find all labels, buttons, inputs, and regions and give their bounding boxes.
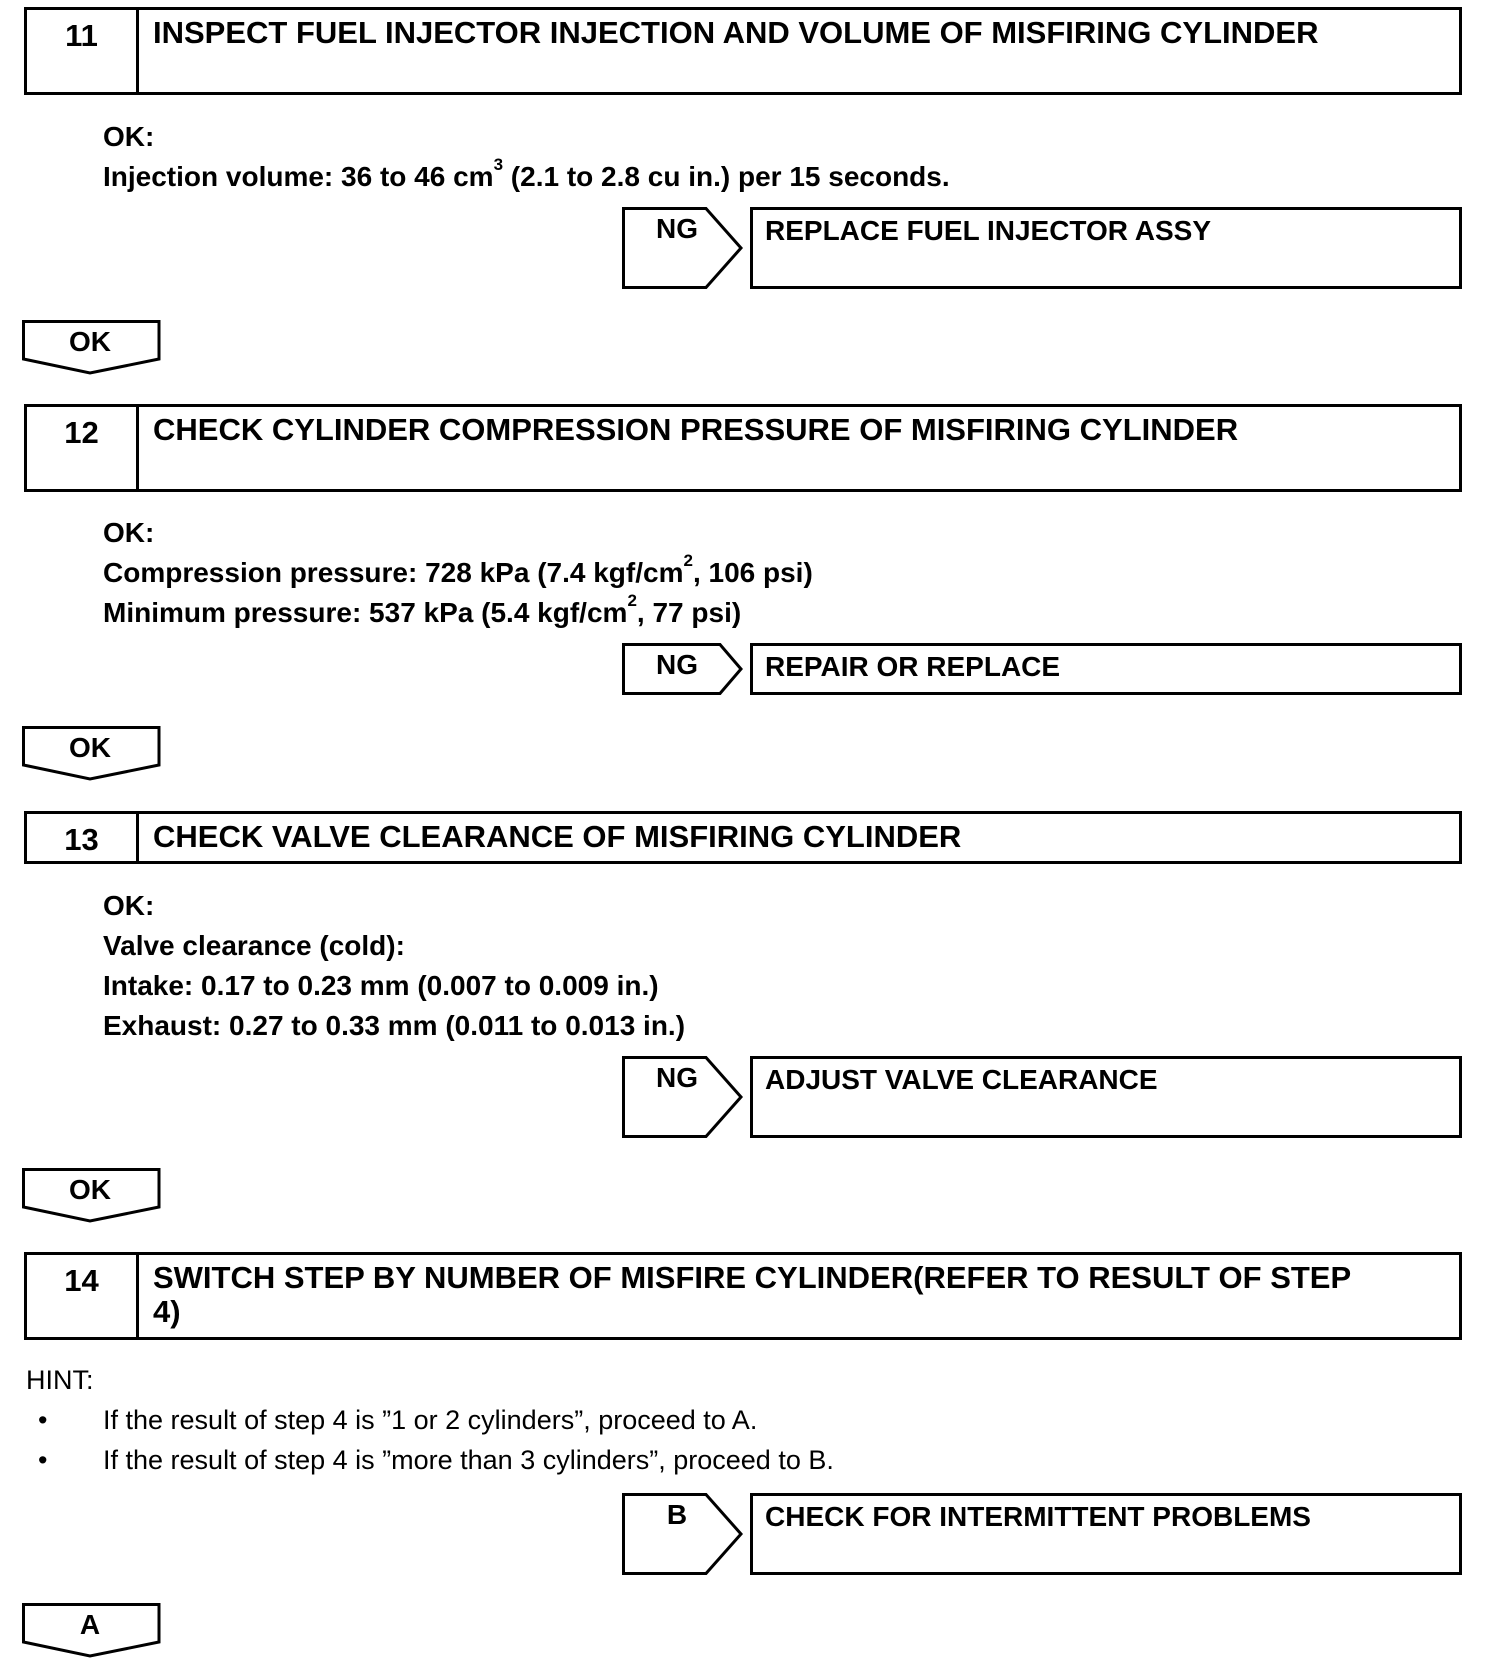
step-12-number: 12	[27, 407, 139, 489]
step-11-ok-continue	[22, 320, 162, 376]
step-11-ng-result-box	[750, 207, 1462, 289]
bullet-icon: •	[38, 1445, 48, 1475]
step-13-number: 13	[27, 814, 139, 861]
step-12-ok-continue	[22, 726, 162, 782]
step-12-ok-label: OK	[69, 732, 111, 763]
step-14-b-label: B	[666, 1499, 688, 1530]
step-11-spec-injection-volume: Injection volume: 36 to 46 $cm^3$ (2.1 to 2.8 cu in.) per 15 seconds.	[103, 155, 950, 192]
step-11-title: INSPECT FUEL INJECTOR INJECTION AND VOLUME OF MISFIRING CYLINDER	[153, 15, 1319, 50]
step-11-ng-label: NG	[656, 213, 698, 244]
step-11-ng-result-text: REPLACE FUEL INJECTOR ASSY	[765, 215, 1212, 246]
step-14-title	[153, 1261, 1447, 1329]
step-13-ok-heading: OK:	[103, 890, 155, 921]
step-14-a-continue	[22, 1603, 162, 1659]
step-13-ng-label: NG	[656, 1062, 698, 1093]
step-13-header	[24, 811, 1462, 864]
step-14-hint-label: HINT:	[26, 1365, 94, 1395]
step-12-ng-label: NG	[656, 649, 698, 680]
step-14-b-result-text: CHECK FOR INTERMITTENT PROBLEMS	[765, 1501, 1311, 1532]
step-11-ng-branch	[622, 207, 744, 289]
step-14-hint-item-2	[26, 1440, 1126, 1480]
step-14-hint-text-1: If the result of step 4 is ”1 or 2 cylinders”, proceed to A.	[103, 1405, 758, 1435]
step-12-ng-branch	[622, 643, 744, 695]
step-13-spec-exhaust: Exhaust: 0.27 to 0.33 mm (0.011 to 0.013 in.)	[103, 1010, 686, 1041]
step-14-title-line-2: 4)	[153, 1294, 181, 1329]
step-14-b-branch	[622, 1493, 744, 1575]
step-12-ng-result-box	[750, 643, 1462, 695]
step-11-number: 11	[27, 10, 139, 92]
step-14-title-line-1: SWITCH STEP BY NUMBER OF MISFIRE CYLINDER(REFER TO RESULT OF STEP	[153, 1260, 1352, 1295]
step-12-header	[24, 404, 1462, 492]
step-13-ng-branch	[622, 1056, 744, 1138]
bullet-icon: •	[38, 1405, 48, 1435]
step-13-ok-label: OK	[69, 1174, 111, 1205]
step-13-spec-intake: Intake: 0.17 to 0.23 mm (0.007 to 0.009 in.)	[103, 970, 659, 1001]
step-13-ng-result-box	[750, 1056, 1462, 1138]
step-14-number: 14	[27, 1255, 139, 1337]
step-12-spec-compression: Compression pressure: 728 kPa (7.4 kgf/$cm^2$, 106 psi)	[103, 551, 813, 588]
step-14-header	[24, 1252, 1462, 1340]
step-11-header	[24, 7, 1462, 95]
step-13-ng-result-text: ADJUST VALVE CLEARANCE	[765, 1064, 1158, 1095]
step-12-spec-minimum: Minimum pressure: 537 kPa (5.4 kgf/$cm^2$, 77 psi)	[103, 591, 742, 628]
step-14-hint-item-1	[26, 1400, 1126, 1440]
step-12-title: CHECK CYLINDER COMPRESSION PRESSURE OF MISFIRING CYLINDER	[153, 412, 1239, 447]
step-14-hint-text-2: If the result of step 4 is ”more than 3 cylinders”, proceed to B.	[103, 1445, 834, 1475]
step-14-b-result-box	[750, 1493, 1462, 1575]
step-13-ok-continue	[22, 1168, 162, 1224]
step-11-ok-heading: OK:	[103, 121, 155, 152]
step-14-a-label: A	[79, 1609, 101, 1640]
step-13-title: CHECK VALVE CLEARANCE OF MISFIRING CYLINDER	[153, 819, 962, 854]
step-11-ok-label: OK	[69, 326, 111, 357]
step-13-spec-valve-clearance: Valve clearance (cold):	[103, 930, 405, 961]
step-12-ng-result-text: REPAIR OR REPLACE	[765, 651, 1061, 682]
step-12-ok-heading: OK:	[103, 517, 155, 548]
